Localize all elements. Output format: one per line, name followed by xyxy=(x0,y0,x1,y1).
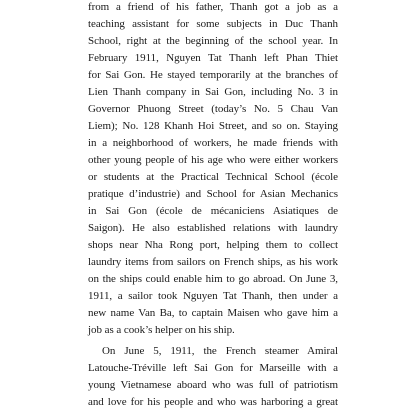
text-line: School, right at the beginning of the school year. In xyxy=(88,35,338,47)
text-line: February 1911, Nguyen Tat Thanh left Phan Thiet xyxy=(88,52,338,64)
text-line: Latouche-Tréville left Sai Gon for Marseille with a xyxy=(88,362,338,374)
text-line: teaching assistant for some subjects in Duc Thanh xyxy=(88,18,338,30)
text-line: for Sai Gon. He stayed temporarily at the branches of xyxy=(88,69,338,81)
text-line: Governor Phuong Street (today’s No. 5 Chau Van xyxy=(88,103,338,115)
text-line: other young people of his age who were either workers xyxy=(88,154,338,166)
text-line: Liem); No. 128 Khanh Hoi Street, and so on. Staying xyxy=(88,120,338,132)
text-line: shops near Nha Rong port, helping them to collect xyxy=(88,239,338,251)
text-line: laundry items from sailors on French ships, as his work xyxy=(88,256,338,268)
text-line: young Vietnamese aboard who was full of patriotism xyxy=(88,379,338,391)
text-line: Lien Thanh company in Sai Gon, including No. 3 in xyxy=(88,86,338,98)
text-line: or students at the Practical Technical School (école xyxy=(88,171,338,183)
text-line: on the ships could enable him to go abroad. On June 3, xyxy=(88,273,338,285)
text-line: new name Van Ba, to captain Maisen who gave him a xyxy=(88,307,338,319)
text-line: and love for his people and who was harboring a great xyxy=(88,396,338,408)
text-line: Saigon). He also established relations with laundry xyxy=(88,222,338,234)
text-line: pratique d’industrie) and School for Asian Mechanics xyxy=(88,188,338,200)
text-line: 1911, a sailor took Nguyen Tat Thanh, then under a xyxy=(88,290,338,302)
document-page xyxy=(88,0,338,408)
paragraph-first-line: On June 5, 1911, the French steamer Amiral xyxy=(102,345,338,357)
text-line: from a friend of his father, Thanh got a job as a xyxy=(88,1,338,13)
text-line: in a neighborhood of workers, he made friends with xyxy=(88,137,338,149)
text-line: in Sai Gon (école de mécaniciens Asiatiques de xyxy=(88,205,338,217)
paragraph-end-line: job as a cook’s helper on his ship. xyxy=(88,324,235,336)
